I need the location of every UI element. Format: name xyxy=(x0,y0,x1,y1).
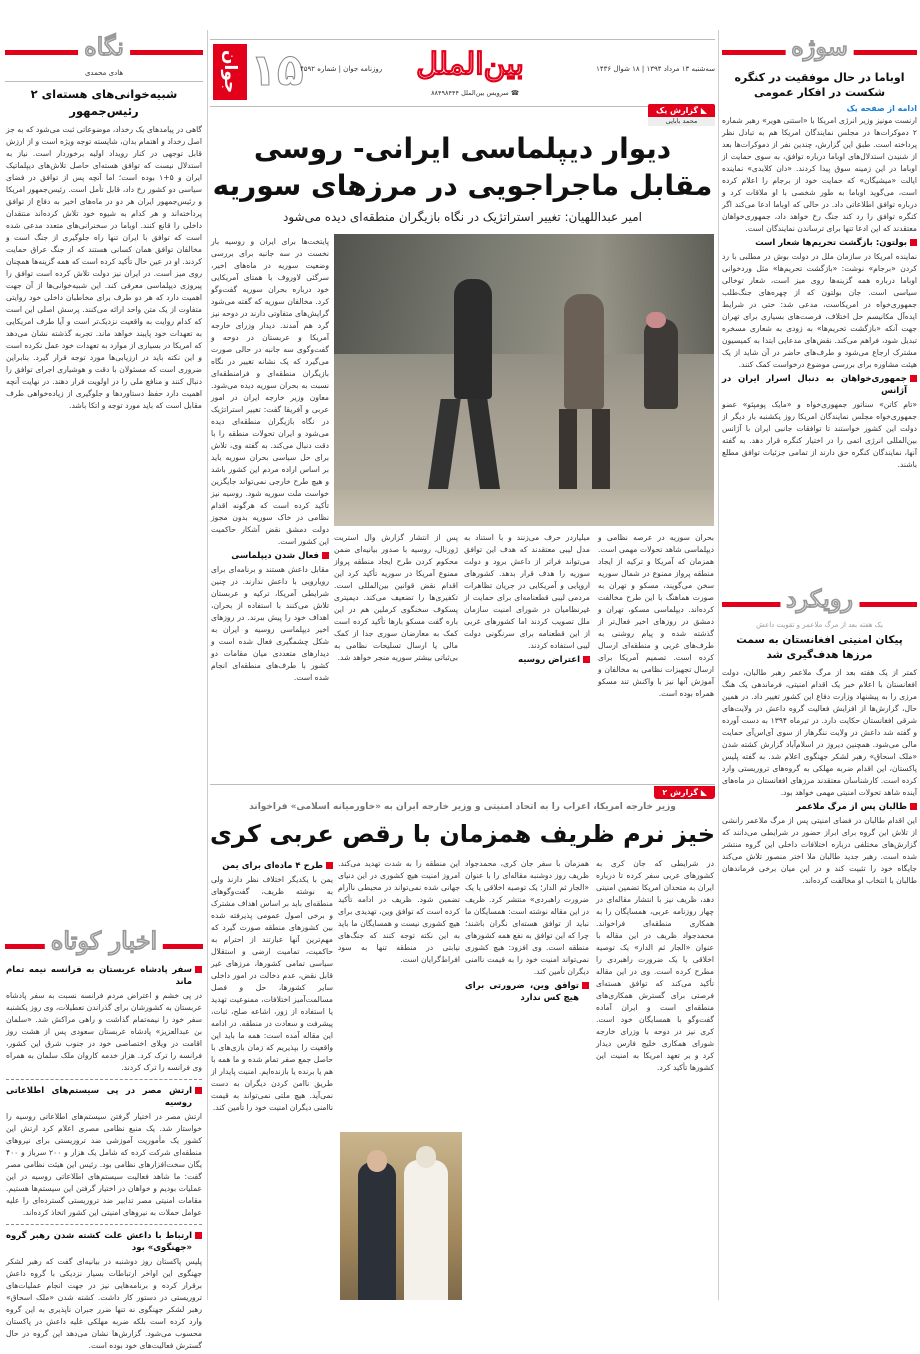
right-column xyxy=(722,30,917,889)
subheading: بولتون: بازگشت تحریم‌ها شعار است xyxy=(722,237,917,249)
second-col-a: در شرایطی که جان کری به کشورهای عربی سفر کرده تا درباره ایران به متحدان امریکا تضمین امنیتی دهد، ظریف نیز با انتشار مقاله‌ای در چهار روزنامه عربی، همسایگان را به همکاری منطقه‌ای فراخواند. محمدجواد ظریف در این مقاله با عنوان «الجار ثم الدار» یک توصیه اخلاقی یا یک ضرورت راهبردی را مطرح کرده است. وی در این مقاله تأکید می‌کند که توافق هسته‌ای فرصتی برای گسترش همکاری‌های منطقه‌ای است و ایران آماده گفت‌وگو با همسایگان خود است. کری نیز در دوحه با وزرای خارجه شورای همکاری خلیج فارس دیدار کرد و بر تعهد امریکا به امنیت این کشورها تأکید کرد. xyxy=(596,859,714,1072)
main-col-b: بحران سوریه در عرصه نظامی و دیپلماسی شاهد تحولات مهمی است. همزمان که آمریکا و ترکیه از ایجاد منطقه پرواز ممنوع در شمال سوریه سخن می‌گویند، مسکو و تهران به صورت هماهنگ با این طرح مخالفت کرده‌اند. دیپلماسی مسکو، تهران و دمشق در روزهای اخیر فعال‌تر از گذشته شده و پیام روشنی به طرف‌های غربی و منطقه‌ای ارسال کرده است. تصمیم آمریکا برای ارسال تجهیزات نظامی به مخالفان و آموزش آنها نیز با واکنش تند مسکو همراه بوده است. xyxy=(598,533,714,698)
news-title: سفر پادشاه عربستان به فرانسه نیمه تمام ماند xyxy=(6,965,192,987)
column-divider xyxy=(718,30,719,1300)
right-headline: اوباما در حال موفقیت در کنگره شکست در افکار عمومی xyxy=(734,71,905,99)
main-headline: دیوار دیپلماسی ایرانی- روسی مقابل ماجراجویی در مرزهای سوریه xyxy=(212,132,713,202)
news-title: ارتباط با داعش علت کشته شدن رهبر گروه «جهنگوی» بود xyxy=(6,1231,192,1253)
issue-number: روزنامه جوان | شماره ۴۵۹۲ xyxy=(300,65,383,73)
masthead xyxy=(210,43,715,101)
main-photo xyxy=(334,234,714,526)
right-top-section xyxy=(722,30,917,582)
logo-text: جوان xyxy=(220,50,240,94)
anniversary-mark: ۱۵ xyxy=(250,45,304,96)
logo xyxy=(213,44,247,100)
section-header-rooykard: رویکرد xyxy=(722,582,917,620)
report-one-label: ◣ گزارش یک xyxy=(648,104,715,117)
second-headline: خیز نرم ظریف همزمان با رقص عربی کری xyxy=(210,820,715,848)
left-top-section xyxy=(5,30,203,924)
figure-icon xyxy=(644,319,678,409)
news-item: سفر پادشاه عربستان به فرانسه نیمه تمام ماند در پی خشم و اعتراض مردم فرانسه نسبت به سفر پادشاه عربستان به کشورشان برای گذراندن تعطیلات، وی روز یکشنبه سفر خود را نیمه‌تمام گذاشت و راهی مراکش شد. «سلمان بن عبدالعزیز» پادشاه عربستان سعودی پس از هشت روز اقامت در ویلای اختصاصی خود در جنوب شرق این کشور، فرانسه را ترک کرد. هزار خدمه کاروان ملک سلمان به همراه وی فرانسه را ترک کردند. xyxy=(6,965,202,1072)
phone-icon: ☎ xyxy=(510,89,519,97)
report-icon: ◣ xyxy=(700,788,707,797)
right-body2: کمتر از یک هفته بعد از مرگ ملاعمر رهبر طالبان، دولت افغانستان با اعلام خبر یک اقدام امنیتی، فرماندهی یک هنگ مرزی را به پیشنهاد وزارت دفاع این کشور تغییر داد. در همین حال، گزارش‌ها از افزایش فعالیت گروه داعش در ولایت‌های شرقی افغانستان حکایت دارد. در تیرماه ۱۳۹۴ به دست آورده و گفته شد داعش در ولایت ننگرهار از سوی آی‌اس‌آی حمایت مالی می‌شود. همچنین دیروز در اسلام‌آباد گزارش کشته شدن «ملک اسحاق» رهبر لشکر جهنگوی اعلام شد. به گفته پلیس پاکستان، این اقدام ضربه مهلکی به گروه‌های تروریستی وارد کرده است. کارشناسان معتقدند مرزهای افغانستان در ماه‌های آینده شاهد تحولات امنیتی مهمی خواهد بود. طالبان پس از مرگ ملاعمر این اقدام طالبان در فضای امنیتی پس از مرگ ملاعمر رانشی از تلاش این گروه برای ابراز حضور در شرایطی می‌دانند که گزارش‌های مختلفی درباره اختلافات داخلی این گروه منتشر شده است. رهبر جدید طالبان ملا اختر منصور تلاش می‌کند جایگاه خود را تثبیت کند و در این میان برخی فرماندهان طالبان با انتخاب او مخالفت کرده‌اند. xyxy=(722,668,917,885)
second-col-b: همزمان با سفر جان کری، محمدجواد ظریف روز دوشنبه مقاله‌ای را با عنوان «الجار ثم الدار؛ یک توصیه اخلاقی یا یک ضرورت راهبردی» منتشر کرد. ظریف در این مقاله نوشته است: همسایگان ما نباید از توافق هسته‌ای نگران باشند؛ چرا که این توافق به نفع همه کشورهای منطقه است. وی افزود: هیچ کشوری نمی‌تواند امنیت خود را به قیمت ناامنی دیگران تأمین کند. توافق وین، ضرورتی برای هیچ کس ندارد xyxy=(465,859,589,1003)
news-title: ارتش مصر در پی سیستم‌های اطلاعاتی روسیه xyxy=(6,1086,192,1108)
figure-icon xyxy=(454,279,492,399)
main-col-c: میلیاردر حرف می‌زنند و با استناد به مدل لیبی معتقدند که هدف این توافق می‌تواند فراتر از داعش برود و دولت سوریه را هدف قرار بدهد. کشورهای اروپایی و آمریکایی در جریان تظاهرات مردمی لیبی قطعنامه‌ای برای حمایت از غیرنظامیان در شورای امنیت سازمان ملل تصویب کردند اما کشورهای غربی از این قطعنامه برای سرنگونی دولت لیبی استفاده کردند. اعتراض روسیه xyxy=(464,533,590,665)
page-title: بین‌الملل xyxy=(416,47,524,82)
phone xyxy=(415,89,535,97)
subheading: جمهوری‌خواهان به دنبال اسرار ایران در آژانس xyxy=(722,373,917,397)
right-headline2: پیکان امنیتی افغانستان به سمت مرزها هدف‌گیری شد xyxy=(736,634,903,661)
figure-icon xyxy=(404,1160,448,1300)
short-news-list xyxy=(5,962,203,1354)
figure-icon xyxy=(358,1162,396,1300)
left-headline: شبیه‌خوانی‌های هسته‌ای ۲ رئیس‌جمهور xyxy=(30,87,178,118)
continued-label: ادامه از صفحه یک xyxy=(846,104,917,113)
author: محمد بابایی xyxy=(648,117,715,126)
subheading: فعال شدن دیپلماسی xyxy=(211,550,329,562)
section-header-soozhe: سوژه xyxy=(722,30,917,68)
left-column xyxy=(5,30,203,1354)
column-divider xyxy=(207,30,208,1300)
left-body: گاهی در پیامدهای یک رخداد، موضوعاتی ثبت می‌شود که به جز اصل رخداد و اهتمام بدان، شایسته توجه ویژه است و از ارزش قابل توجهی در کنار رویداد اولیه برخوردار است. نیاز به استدلال نیست که توافق هسته‌ای حاصل تلاش‌های دیپلماتیک ایران و ۵+۱ بوده است؛ اما آنچه پس از توافق در فضای سیاسی دو کشور رخ داد، قابل تأمل است. رئیس‌جمهور امریکا و رئیس‌جمهور ایران هر دو در ماه‌های اخیر به دفاع از توافق پرداخته‌اند و هر کدام به شیوه خود تلاش کرده‌اند منتقدان داخلی را قانع کنند. اوباما در سخنرانی‌های متعدد مدعی شده است که توافق با ایران تنها راه جلوگیری از جنگ است و مخالفان توافق همان کسانی هستند که از جنگ عراق حمایت کردند. او در عین حال تأکید کرده است که همه گزینه‌ها همچنان روی میز است. در ایران نیز دولت تلاش کرده است توافق را پیروزی دیپلماسی معرفی کند. این شبیه‌خوانی‌ها از آن جهت اهمیت دارد که هر دو طرف برای مخاطبان داخلی خود روایتی متفاوت از یک متن واحد ارائه می‌کنند. پرسش اصلی این است که کدام روایت به واقعیت نزدیک‌تر است و آیا طرف امریکایی به تعهدات خود پایبند خواهد ماند. تجربه گذشته نشان می‌دهد که امریکا در بسیاری از موارد به تعهدات خود عمل نکرده است و این نکته باید در ارزیابی‌ها مورد توجه قرار گیرد. بنابراین ضروری است که مسئولان با دقت و هوشیاری اجرای توافق را دنبال کنند و منافع ملی را در اولویت قرار دهند. در نهایت آنچه اهمیت دارد حفظ دستاوردها و جلوگیری از زیاده‌خواهی طرف مقابل است که باید مورد توجه و اتکا باشد. xyxy=(5,125,202,410)
figure-icon xyxy=(564,294,604,409)
news-item: ارتباط با داعش علت کشته شدن رهبر گروه «جهنگوی» بود پلیس پاکستان روز دوشنبه در بیانیه‌ای گفت که رهبر لشکر جهنگوی این اواخر ارتباطات بسیار نزدیکی با گروه داعش برقرار کرده و برنامه‌هایی نیز در جهت انجام عملیات‌های تروریستی در دستور کار داشت. کشته شدن «ملک اسحاق» رهبر لشکر جهنگوی نه تنها ضرر جبران ناپذیری به این گروه وارد کرده است بلکه ضربه مهلکی علیه داعش در پاکستان محسوب می‌شود. گزارش‌ها نشان می‌دهد این گروه در حال گسترش فعالیت‌های خود بوده است. xyxy=(6,1231,202,1350)
subheading: توافق وین، ضرورتی برای هیچ کس ندارد xyxy=(465,980,589,1004)
section-header-negah: نگاه xyxy=(5,30,203,68)
news-item: ارتش مصر در پی سیستم‌های اطلاعاتی روسیه ارتش مصر در اختیار گرفتن سیستم‌های اطلاعاتی روسیه را خواستار شد. یک منبع نظامی مصری اعلام کرد ارتش این کشور یک مأموریت آموزشی ضد تروریستی برای نیروهای منطقه‌ای شرکت کرده که شامل یک هزار و ۲۰۰ سرباز و ۴۰۰ یگان سخت‌افزارهای نظامی بود. رئیس این هیئت نظامی مصر گفت: ما شاهد فعالیت سیستم‌های اطلاعاتی روسیه در این عملیات بودیم و خواهان در اختیار گرفتن این سیستم‌ها هستیم. مقامات امنیتی مصر تدابیر ضد تروریستی گسترده‌ای را علیه عوامل حملات به نیروهای امنیتی این کشور اتخاذ کرده‌اند. xyxy=(6,1086,202,1217)
report-icon: ◣ xyxy=(700,106,707,115)
phone-text: سرویس بین‌الملل ۸۸۴۹۸۴۴۴ xyxy=(431,89,509,97)
right-body: ارنست مونیز وزیر انرژی امریکا با «استنی هویر» رهبر شماره ۲ دموکرات‌ها در مجلس نمایندگان امریکا هم به تبادل نظر پرداخته است. طبق این گزارش، چندین نفر از دموکرات‌ها بعد از شنیدن استدلال‌های اوباما درباره توافق، به سوی حمایت از اوباما در این زمینه سوق پیدا کردند. «دان کلایدی» نماینده ایالت «میشیگان» که حمایت خود از برجام را اعلام کرده است، می‌گوید اوباما به طور شخصی با او ملاقات کرد و درباره توافق اطلاعاتی داد. در حالی که اوباما ادعا می‌کند اگر کنگره توافق را رد کند جنگ رخ خواهد داد، جمهوری‌خواهان معتقدند که این ادعا تنها برای ترساندن نمایندگان است. بولتون: بازگشت تحریم‌ها شعار است نماینده امریکا در سازمان ملل در دولت بوش در مطلبی با رد کردن «برجام» نوشت: «بازگشت تحریم‌ها» مثل وردخوانی اوباما درباره همه گزینه‌ها روی میز است، شعار توخالی سیاسی است. جان بولتون که از چهره‌های جنگ‌طلب جمهوری‌خواه در امریکاست، مدعی شد: حتی در شرایط ایده‌آل مکانیسم حل اختلاف، فرصت‌های بسیاری برای تهران جهت آنکه «بازگشت تحریم‌ها» به زودی به شعاری مسخره تبدیل شود، فراهم می‌کند. نقض‌های مدعایی ابتدا به کمیسیون مشترک ارجاع می‌شود و طرف‌های حاضر در آن شاید از یک هیئت مشاوره برای بررسی موضوع درخواست کمک کنند. جمهوری‌خواهان به دنبال اسرار ایران در آژانس «تام کاتن» سناتور جمهوری‌خواه و «مایک پومپئو» عضو جمهوری‌خواه مجلس نمایندگان امریکا روز یکشنبه بار دیگر از دولت این کشور خواستند تا توافقات جانبی ایران با آژانس بین‌المللی انرژی اتمی را در اختیار کنگره قرار دهد. به گفته آنها، نمایندگان کنگره حق دارند از تمامی جزئیات توافق مطلع باشند. xyxy=(722,116,917,469)
main-col-a: پایتخت‌ها برای ایران و روسیه بار نخست در سه جانبه برای بررسی وضعیت سوریه در ماه‌های اخیر، سرگئی لاوروف با همتای آمریکایی خود درباره بحران سوریه گفت‌وگو کرد. مخالفان سوریه که گفته می‌شود گرایش‌های متفاوتی دارند در دوحه نیز گرد هم آمدند. دیدار وزرای خارجه آمریکا و عربستان در دوحه و گفت‌وگوی سه جانبه در حالی صورت می‌گیرد که یک نشانه تغییر در نگاه بازیگران منطقه‌ای و فرامنطقه‌ای نسبت به بحران سوریه دیده می‌شود. معاون وزیر خارجه ایران در امور عربی و آفریقا گفت: تغییر استراتژیک در نگاه بازیگران منطقه‌ای دیده می‌شود و ایران تحولات منطقه را با دقت دنبال می‌کند. به گفته وی، تلاش برای حل سیاسی بحران سوریه باید بر اساس اراده مردم این کشور باشد و هیچ طرح خارجی نمی‌تواند جایگزین خواست ملت سوریه شود. روسیه نیز تأکید کرده است که هرگونه اقدام نظامی در خاک سوریه بدون مجوز دولت دمشق نقض آشکار حاکمیت این کشور است. فعال شدن دیپلماسی مقابل داعش هستند و برنامه‌ای برای رویارویی با داعش ندارند. در چنین شرایطی آمریکا، ترکیه و عربستان تلاش می‌کنند با استفاده از بحران، اهداف خود را پیش ببرند. در روزهای اخیر دیپلماسی روسیه و ایران به شکل چشمگیری فعال شده است و دیدارهای متعددی میان مقامات دو کشور با طرف‌های منطقه‌ای انجام شده است. xyxy=(211,237,329,682)
report-two-label: ◣ گزارش ۲ xyxy=(654,786,715,799)
subheading: طرح ۴ ماده‌ای برای یمن xyxy=(211,860,333,872)
left-author: هادی محمدی xyxy=(5,68,203,82)
section-header-short-news: اخبار کوتاه xyxy=(5,924,203,962)
second-col-d: طرح ۴ ماده‌ای برای یمن یمن با یکدیگر اختلاف نظر دارند ولی به نوشته ظریف، گفت‌وگوهای منطقه‌ای باید بر اساس اهداف مشترک و برخی اصول عمومی پذیرفته شده بین کشورهای منطقه صورت گیرد که مهم‌ترین آنها عبارتند از احترام به حاکمیت، تمامیت ارضی و استقلال سیاسی تمامی کشورها، مرزهای غیر قابل نقض، عدم دخالت در امور داخلی سایر کشورها، حل و فصل مسالمت‌آمیز اختلافات، ممنوعیت تهدید یا استفاده از زور، اشاعه صلح، ثبات، پیشرفت و سعادت در منطقه. در ادامه این مقاله آمده است: همه ما باید این واقعیت را بپذیریم که زمان بازی‌های با حاصل جمع صفر تمام شده و ما همه با هم یا برنده یا بازنده‌ایم. امنیت پایدار از طریق ناامن کردن دیگران به دست نمی‌آید. هیچ ملتی نمی‌تواند به قیمت ناامنی دیگران امنیت خود را تأمین کند. xyxy=(211,861,333,1112)
date: سه‌شنبه ۱۳ مرداد ۱۳۹۴ | ۱۸ شوال ۱۴۳۶ xyxy=(596,65,715,73)
main-subtitle: امیر عبداللهیان: تغییر استراتژیک در نگاه بازیگران منطقه‌ای دیده می‌شود xyxy=(282,210,643,224)
subheading: اعتراض روسیه xyxy=(464,654,590,666)
second-photo xyxy=(340,1132,462,1300)
main-kicker xyxy=(648,104,715,126)
subheading: طالبان پس از مرگ ملاعمر xyxy=(722,801,917,813)
second-col-c: این منطقه را به شدت تهدید می‌کند. امروز امنیت هیچ کشوری در این دنیای جهانی شده نمی‌تواند در محیطی ناآرام تضمین شود. ظریف در ادامه تأکید کرده است که توافق وین، تهدیدی برای هیچ کشوری نیست و همسایگان ما باید به این نکته توجه کنند که جنگ‌های نیابتی در منطقه تنها به سود افراط‌گرایان است. xyxy=(338,859,460,964)
main-col-d: پس از انتشار گزارش وال استریت ژورنال، روسیه با صدور بیانیه‌ای ضمن محکوم کردن طرح ایجاد منطقه پرواز ممنوع آمریکا در سوریه تأکید کرد این اقدام نقض قوانین بین‌المللی است. تکفیری‌ها را تضعیف می‌کند. دیمیتری پسکوف سخنگوی کرملین هم در این باره گفت مسکو بارها تأکید کرده است کمک به معارضان سوری جدا از کمک مالی یا ارسال تسلیحات نظامی به بی‌ثباتی بیشتر سوریه منجر خواهد شد. xyxy=(334,533,458,662)
right-kicker2: یک هفته بعد از مرگ ملاعمر و تقویت داعش xyxy=(756,621,883,629)
second-subtitle: وزیر خارجه امریکا، اعراب را به اتحاد امنیتی و وزیر خارجه ایران به «خاورمیانه اسلامی» فراخواند xyxy=(249,802,676,812)
